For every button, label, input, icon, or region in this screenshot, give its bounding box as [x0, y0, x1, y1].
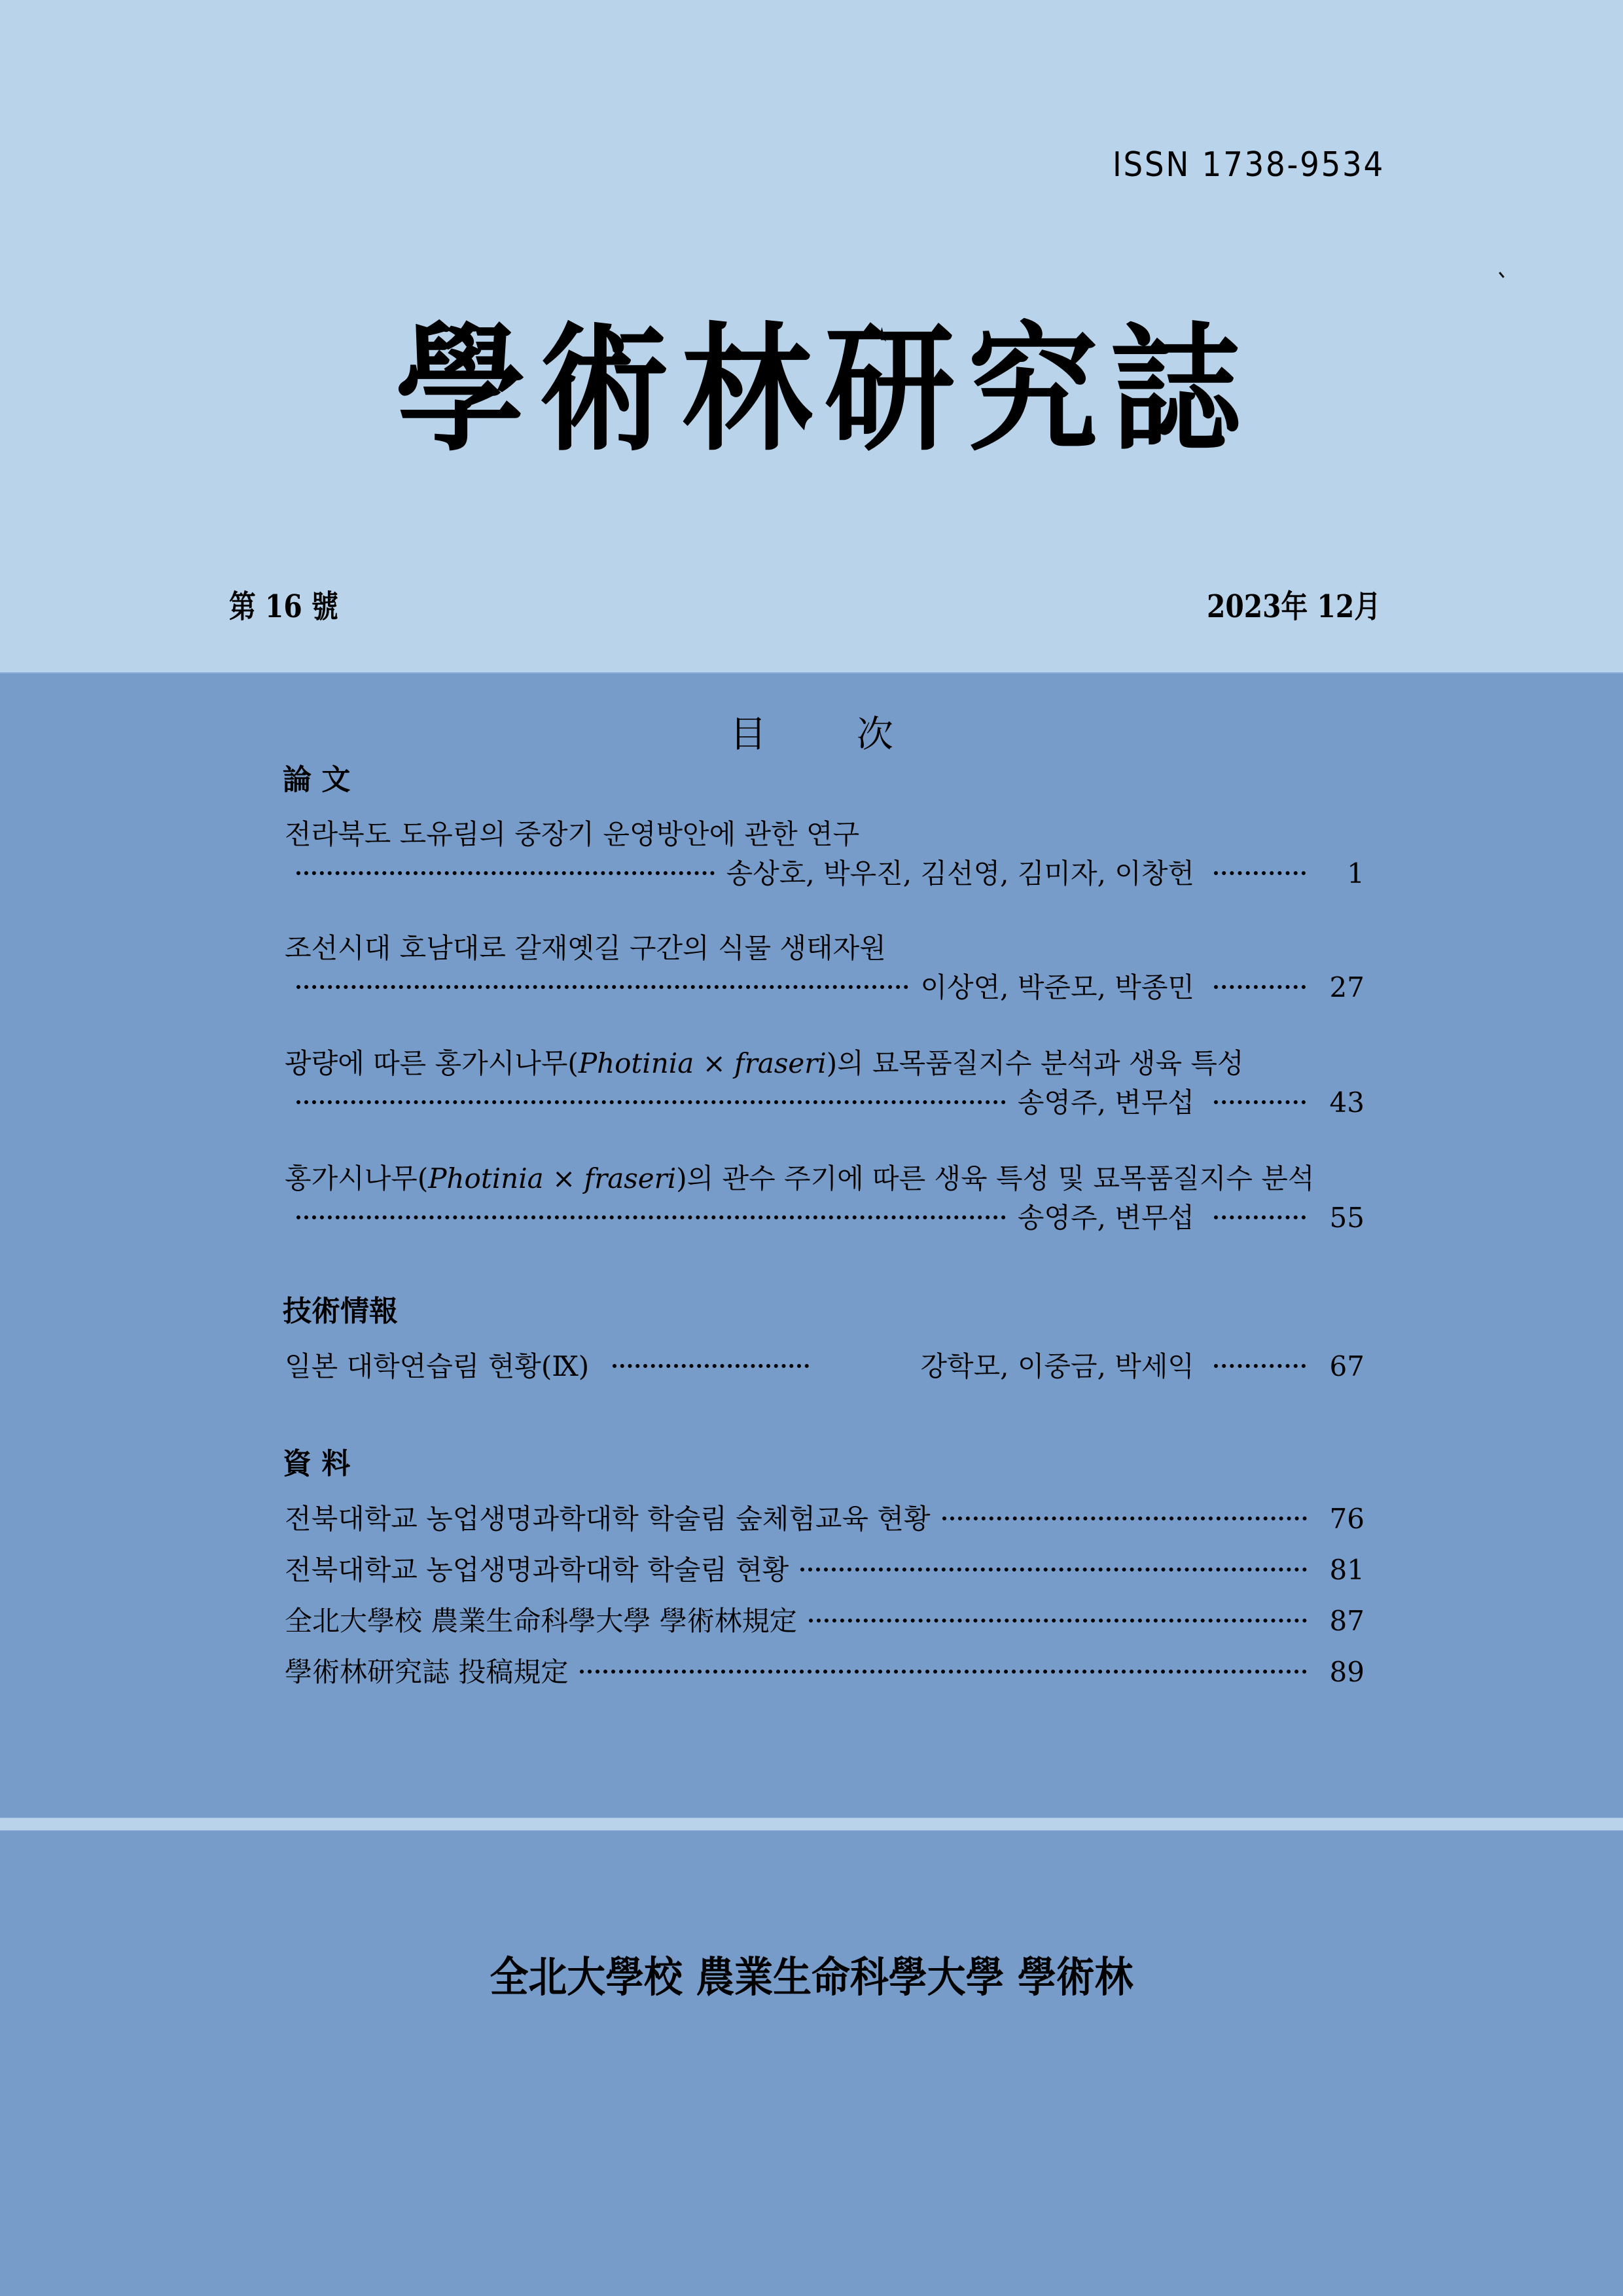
section-label-materials: 資 料	[283, 1447, 351, 1480]
species-genus: Photinia	[578, 1047, 694, 1079]
entry-page: 89	[1329, 1656, 1364, 1688]
entry-author-line	[285, 1196, 1364, 1236]
species-epithet: fraseri	[584, 1162, 677, 1194]
section-label-papers: 論 文	[283, 763, 351, 797]
dot-leader	[613, 1364, 809, 1368]
issue-number: 第 16 號	[229, 588, 338, 625]
entry-author-line	[285, 852, 1364, 891]
entry-line	[285, 1345, 1364, 1384]
entry-title: 조선시대 호남대로 갈재옛길 구간의 식물 생태자원	[285, 932, 886, 964]
entry-line	[285, 1549, 1364, 1588]
toc-entry[interactable]	[285, 813, 1364, 891]
entry-title: 홍가시나무(Photinia × fraseri)의 관수 주기에 따른 생육 특성 및 묘목품질지수 분석	[285, 1162, 1315, 1194]
entry-line	[285, 1651, 1364, 1690]
entry-authors: 강학모, 이중금, 박세익	[920, 1350, 1194, 1382]
toc-entry[interactable]	[285, 927, 1364, 1005]
journal-title: 學術林研究誌	[395, 308, 1254, 470]
dot-leader	[1214, 1215, 1306, 1219]
dot-leader	[1214, 1364, 1306, 1368]
toc-entry[interactable]	[285, 1600, 1364, 1639]
toc-entry[interactable]	[285, 1498, 1364, 1537]
entry-page: 76	[1329, 1503, 1364, 1535]
entry-page: 87	[1329, 1605, 1364, 1637]
toc-entry[interactable]	[285, 1345, 1364, 1384]
entry-title-line	[285, 813, 1364, 852]
toc-entry[interactable]	[285, 1651, 1364, 1690]
toc-entry[interactable]	[285, 1549, 1364, 1588]
dot-leader	[296, 1215, 1006, 1219]
entry-title: 전북대학교 농업생명과학대학 학술림 현황	[285, 1554, 789, 1586]
toc-entry[interactable]	[285, 1157, 1364, 1236]
entry-author-line	[285, 1081, 1364, 1121]
publication-date: 2023年 12月	[1206, 588, 1381, 625]
entry-page: 43	[1329, 1086, 1364, 1119]
issn-number: ISSN 1738-9534	[1113, 145, 1385, 185]
divider-stripe	[0, 1818, 1623, 1831]
dot-leader	[580, 1670, 1307, 1674]
entry-line	[285, 1498, 1364, 1537]
entry-authors: 송상호, 박우진, 김선영, 김미자, 이창헌	[726, 857, 1194, 889]
entry-title: 學術林研究誌 投稿規定	[285, 1656, 569, 1688]
dot-leader	[942, 1516, 1307, 1520]
entry-title: 전북대학교 농업생명과학대학 학술림 숲체험교육 현황	[285, 1503, 931, 1535]
entry-page: 81	[1329, 1554, 1364, 1586]
toc-heading: 目 次	[730, 713, 893, 756]
section-label-tech-info: 技術情報	[283, 1295, 398, 1328]
dot-leader	[296, 985, 908, 989]
entry-authors: 이상연, 박준모, 박종민	[920, 971, 1194, 1003]
dot-leader	[1214, 1100, 1306, 1104]
species-epithet: fraseri	[734, 1047, 827, 1079]
entry-title: 全北大學校 農業生命科學大學 學術林規定	[285, 1605, 797, 1637]
publisher-name: 全北大學校 農業生命科學大學 學術林	[490, 1953, 1133, 2002]
entry-title: 광량에 따른 홍가시나무(Photinia × fraseri)의 묘목품질지수 분석과 생육 특성	[285, 1047, 1244, 1079]
dot-leader	[809, 1619, 1307, 1623]
toc-entry[interactable]	[285, 1042, 1364, 1121]
dot-leader	[800, 1568, 1307, 1571]
entry-title-line	[285, 927, 1364, 966]
entry-authors: 송영주, 변무섭	[1017, 1202, 1194, 1234]
entry-page: 1	[1347, 857, 1364, 889]
species-genus: Photinia	[428, 1162, 544, 1194]
entry-title: 일본 대학연습림 현황(Ⅸ)	[285, 1350, 590, 1382]
dot-leader	[1214, 985, 1306, 989]
cover-header-panel	[0, 0, 1623, 673]
entry-page: 67	[1329, 1350, 1364, 1382]
entry-authors: 송영주, 변무섭	[1017, 1086, 1194, 1119]
stray-mark	[1499, 272, 1505, 278]
entry-page: 27	[1329, 971, 1364, 1003]
entry-page: 55	[1329, 1202, 1364, 1234]
entry-title-line	[285, 1042, 1364, 1081]
entry-title-line	[285, 1157, 1364, 1196]
dot-leader	[1214, 871, 1306, 875]
entry-author-line	[285, 966, 1364, 1005]
entry-line	[285, 1600, 1364, 1639]
dot-leader	[296, 871, 715, 875]
entry-title: 전라북도 도유림의 중장기 운영방안에 관한 연구	[285, 818, 860, 850]
dot-leader	[296, 1100, 1006, 1104]
